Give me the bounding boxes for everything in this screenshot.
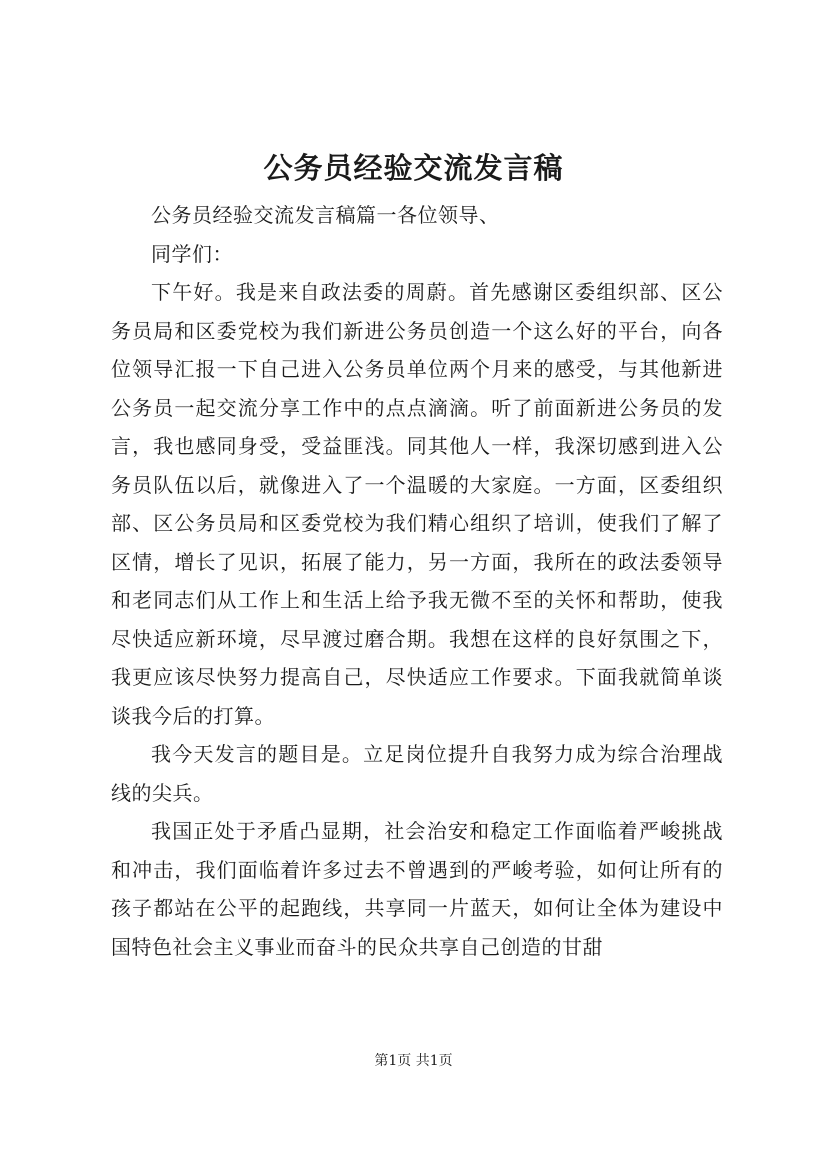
- paragraph-1: 公务员经验交流发言稿篇一各位领导、: [151, 203, 500, 227]
- paragraph-2: 同学们：: [151, 241, 233, 266]
- document-title: 公务员经验交流发言稿: [263, 151, 564, 185]
- document-body: [111, 196, 723, 966]
- paragraph-5: 我国正处于矛盾凸显期，社会治安和稳定工作面临着严峻挑战和冲击，我们面临着许多过去不曾遇到的严峻考验，如何让所有的孩子都站在公平的起跑线，共享同一片蓝天，如何让全体为建设中国特色社会主义事业而奋斗的民众共享自己创造的甘甜: [111, 819, 723, 959]
- paragraph-3: 下午好。我是来自政法委的周蔚。首先感谢区委组织部、区公务员局和区委党校为我们新进公务员创造一个这么好的平台，向各位领导汇报一下自己进入公务员单位两个月来的感受，与其他新进公务员一起交流分享工作中的点点滴滴。听了前面新进公务员的发言，我也感同身受，受益匪浅。同其他人一样，我深切感到进入公务员队伍以后，就像进入了一个温暖的大家庭。一方面，区委组织部、区公务员局和区委党校为我们精心组织了培训，使我们了解了区情，增长了见识，拓展了能力，另一方面，我所在的政法委领导和老同志们从工作上和生活上给予我无微不至的关怀和帮助，使我尽快适应新环境，尽早渡过磨合期。我想在这样的良好氛围之下，我更应该尽快努力提高自己，尽快适应工作要求。下面我就简单谈谈我今后的打算。: [111, 280, 723, 728]
- paragraph-4: 我今天发言的题目是。立足岗位提升自我努力成为综合治理战线的尖兵。: [111, 742, 723, 805]
- page-footer: 第1页 共1页: [374, 1053, 453, 1069]
